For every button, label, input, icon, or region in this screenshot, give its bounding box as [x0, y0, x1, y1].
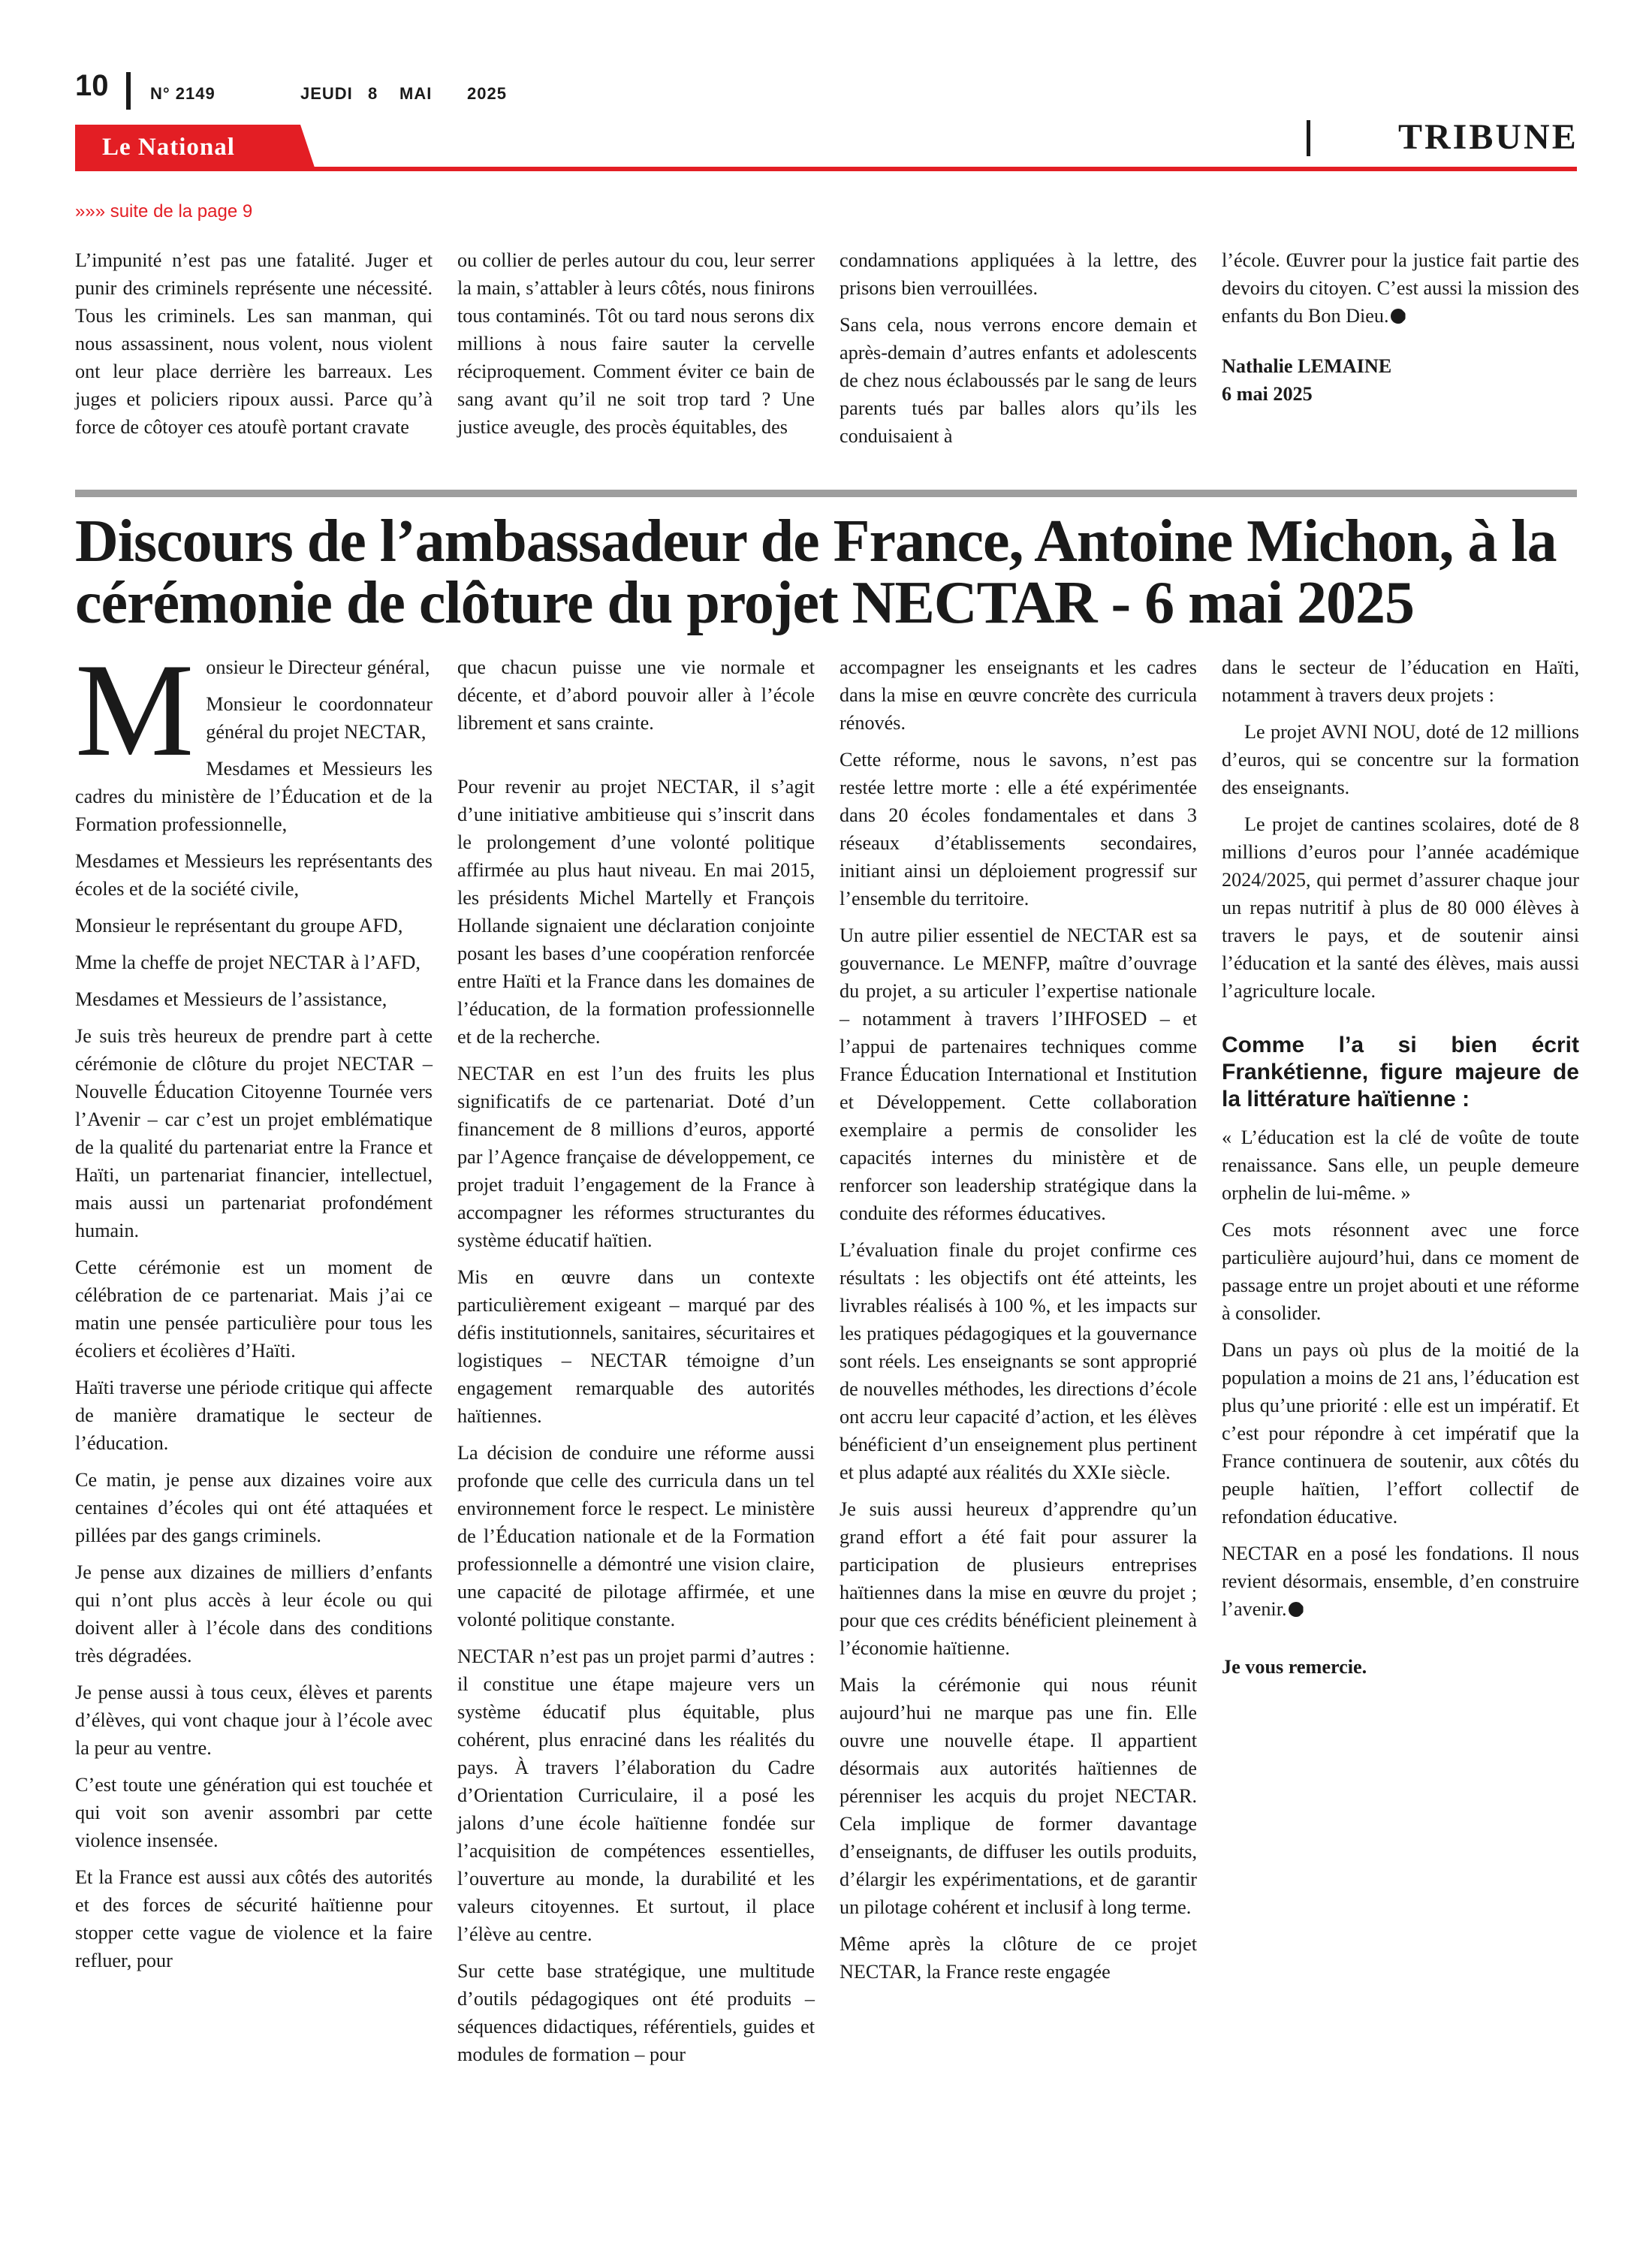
section-title: TRIBUNE	[1398, 117, 1578, 157]
end-of-article-icon	[1391, 309, 1406, 324]
page-number-divider	[126, 72, 131, 110]
issue-year: 2025	[467, 84, 507, 103]
header-rule	[75, 167, 1577, 171]
page-number: 10	[75, 69, 109, 102]
body-paragraph: Même après la clôture de ce projet NECTAR, la France reste engagée	[840, 1933, 1197, 1983]
body-paragraph: NECTAR n’est pas un projet parmi d’autres : il constitue une étape majeure vers un système éducatif plus équitable, plus cohérent, plus enraciné dans les réalités du pays. À travers l’élaboration du Cadre d’Orientation Curriculaire, il a posé les jalons d’une école haïtienne fondée sur l’acquisition de compétences essentielles, l’ouverture au monde, la durabilité et les valeurs citoyennes. Et surtout, il place l’élève au centre.	[457, 1645, 815, 1945]
continued-from-label: »»» suite de la page 9	[75, 201, 253, 222]
salutation: Monsieur le coordonnateur général du projet NECTAR,	[206, 693, 433, 743]
closing-line: Je vous remercie.	[1222, 1656, 1367, 1678]
body-paragraph: La décision de conduire une réforme aussi profonde que celle des curricula dans un tel environnement force le respect. Le ministère de l’Éducation nationale et de la Formation professionnelle a démontré une vision claire, une capacité de pilotage affirmée, et une volonté politique constante.	[457, 1442, 815, 1630]
body-paragraph: L’évaluation finale du projet confirme ces résultats : les objectifs ont été atteints, les livrables réalisés à 100 %, et les impacts sur les pratiques pédagogiques et la gouvernance sont réels. Les enseignants se sont approprié de nouvelles méthodes, les directions d’école ont accru leur capacité d’action, et les élèves bénéficient d’un enseignement plus pertinent et plus adapté aux réalités du XXIe siècle.	[840, 1239, 1197, 1483]
body-paragraph: Pour revenir au projet NECTAR, il s’agit d’une initiative ambitieuse qui s’inscrit dans le prolongement d’une volonté politique affirmée au plus haut niveau. En mai 2015, les présidents Michel Martelly et François Hollande signaient une déclaration conjointe posant les bases d’une coopération renforcée entre Haïti et la France dans les domaines de l’éducation, de la formation professionnelle et de la recherche.	[457, 776, 815, 1048]
article-column-1	[75, 635, 433, 1983]
body-paragraph: Mais la cérémonie qui nous réunit aujourd’hui ne marque pas une fin. Elle ouvre une nouvelle étape. Il appartient désormais aux autorités haïtiennes de pérenniser les acquis du projet NECTAR. Cela implique de former davantage d’enseignants, de diffuser les outils produits, d’élargir les expérimentations, et de garantir un pilotage cohérent et inclusif à long terme.	[840, 1674, 1197, 1918]
article-headline: Discours de l’ambassadeur de France, Antoine Michon, à la cérémonie de clôture du projet NECTAR - 6 mai 2025	[75, 508, 1557, 636]
body-paragraph: accompagner les enseignants et les cadres dans la mise en œuvre concrète des curricula rénovés.	[840, 656, 1197, 734]
body-paragraph: Ce matin, je pense aux dizaines voire aux centaines d’écoles qui ont été attaquées et pillées par des gangs criminels.	[75, 1469, 433, 1546]
section-divider	[1307, 120, 1310, 156]
tribune-paragraph: Sans cela, nous verrons encore demain et après-demain d’autres enfants et adolescents de chez nous éclaboussés par le sang de leurs parents tués par balles alors qu’ils les conduisaient à	[840, 314, 1197, 447]
tribune-column-2	[457, 246, 815, 450]
drop-cap: M	[75, 635, 194, 784]
body-paragraph: Mis en œuvre dans un contexte particulièrement exigeant – marqué par des défis institutionnels, sanitaires, sécuritaires et logistiques – NECTAR témoigne d’un engagement remarquable des autorités haïtiennes.	[457, 1266, 815, 1427]
body-paragraph: Cette réforme, nous le savons, n’est pas restée lettre morte : elle a été expérimentée dans 20 écoles fondamentales et dans 3 réseaux d’établissements secondaires, initiant ainsi un déploiement progressif sur l’ensemble du territoire.	[840, 749, 1197, 909]
article-separator	[75, 490, 1577, 497]
tribune-paragraph: L’impunité n’est pas une fatalité. Juger et punir des criminels représente une nécessité. Tous les criminels. Les san manman, qui nous assassinent, nous volent, nous violent ont leur place derrière les barreaux. Les juges et policiers ripoux aussi. Parce qu’à force de côtoyer ces atoufè portant cravate	[75, 249, 433, 438]
author-name: Nathalie LEMAINE	[1222, 355, 1392, 377]
tribune-column-3	[840, 246, 1197, 459]
body-paragraph: Je pense aussi à tous ceux, élèves et parents d’élèves, qui vont chaque jour à l’école avec la peur au ventre.	[75, 1681, 433, 1759]
body-paragraph: Et la France est aussi aux côtés des autorités et des forces de sécurité haïtienne pour stopper cette vague de violence et la faire refluer, pour	[75, 1866, 433, 1971]
article-column-2	[457, 653, 815, 2077]
brand-logo: Le National	[102, 134, 235, 161]
body-paragraph: Cette cérémonie est un moment de célébration de ce partenariat. Mais j’ai ce matin une pensée particulière pour tous les écoliers et écolières d’Haïti.	[75, 1256, 433, 1362]
salutation: Monsieur le représentant du groupe AFD,	[75, 915, 403, 936]
body-paragraph-text: NECTAR en a posé les fondations. Il nous revient désormais, ensemble, d’en construire l’avenir.	[1222, 1543, 1579, 1620]
body-paragraph: Haïti traverse une période critique qui affecte de manière dramatique le secteur de l’éducation.	[75, 1377, 433, 1454]
tribune-paragraph-text: l’école. Œuvrer pour la justice fait partie des devoirs du citoyen. C’est aussi la mission des enfants du Bon Dieu.	[1222, 249, 1579, 327]
salutation: Mme la cheffe de projet NECTAR à l’AFD,	[75, 952, 421, 973]
author-date: 6 mai 2025	[1222, 383, 1313, 405]
body-paragraph: Je suis très heureux de prendre part à cette cérémonie de clôture du projet NECTAR – Nouvelle Éducation Citoyenne Tournée vers l’Avenir – car c’est un projet emblématique de la qualité du partenariat entre la France et Haïti, un partenariat financier, intellectuel, mais aussi un partenariat profondément humain.	[75, 1025, 433, 1241]
body-paragraph: Ces mots résonnent avec une force particulière aujourd’hui, dans ce moment de passage entre un projet abouti et une réforme à consolider.	[1222, 1219, 1579, 1324]
body-paragraph: que chacun puisse une vie normale et décente, et d’abord pouvoir aller à l’école librement et sans crainte.	[457, 656, 815, 734]
article-column-3	[840, 653, 1197, 1995]
tribune-column-4	[1222, 246, 1579, 417]
issue-day: JEUDI	[300, 84, 353, 103]
issue-date-number: 8	[368, 84, 378, 103]
issue-month: MAI	[399, 84, 433, 103]
body-paragraph: Sur cette base stratégique, une multitude d’outils pédagogiques ont été produits – séquences didactiques, référentiels, guides et modules de formation – pour	[457, 1960, 815, 2065]
body-paragraph	[1222, 1540, 1579, 1623]
tribune-paragraph: condamnations appliquées à la lettre, des prisons bien verrouillées.	[840, 249, 1197, 299]
body-paragraph: Dans un pays où plus de la moitié de la population a moins de 21 ans, l’éducation est plus qu’une priorité : elle est un impératif. Et c’est pour répondre à cet impératif que la France continuera de soutenir, aux côtés du peuple haïtien, l’effort collectif de refondation éducative.	[1222, 1339, 1579, 1528]
body-paragraph: C’est toute une génération qui est touchée et qui voit son avenir assombri par cette violence insensée.	[75, 1774, 433, 1851]
brand-tab	[75, 125, 315, 170]
tribune-paragraph	[1222, 246, 1579, 330]
body-paragraph: Un autre pilier essentiel de NECTAR est sa gouvernance. Le MENFP, maître d’ouvrage du projet, a su articuler l’expertise nationale – notamment à travers l’IHFOSED – et l’appui de partenaires techniques comme France Éducation International et Institution et Développement. Cette collaboration exemplaire a permis de consolider les capacités internes du ministère et de renforcer son leadership stratégique dans la conduite des réformes éducatives.	[840, 924, 1197, 1224]
quote-paragraph: « L’éducation est la clé de voûte de toute renaissance. Sans elle, un peuple demeure orphelin de lui-même. »	[1222, 1126, 1579, 1204]
issue-number: N° 2149	[150, 84, 216, 103]
salutation-text: onsieur le Directeur général,	[206, 656, 430, 678]
salutation: Mesdames et Messieurs les représentants des écoles et de la société civile,	[75, 850, 433, 900]
end-of-article-icon	[1289, 1602, 1304, 1617]
body-paragraph: dans le secteur de l’éducation en Haïti, notamment à travers deux projets :	[1222, 656, 1579, 706]
salutation: Mesdames et Messieurs les cadres du ministère de l’Éducation et de la Formation professionnelle,	[75, 758, 433, 835]
article-column-4	[1222, 653, 1579, 1690]
body-paragraph: Le projet de cantines scolaires, doté de 8 millions d’euros pour l’année académique 2024/2025, qui permet d’assurer chaque jour un repas nutritif à plus de 80 000 élèves à travers le pays, et de soutenir ainsi l’éducation et la santé des élèves, mais aussi l’agriculture locale.	[1222, 813, 1579, 1002]
tribune-paragraph: ou collier de perles autour du cou, leur serrer la main, s’attabler à leurs côtés, nous finirons tous contaminés. Tôt ou tard nous serons dix millions à nous faire sauter la cervelle réciproquement. Comment éviter ce bain de sang avant qu’il ne soit trop tard ? Une justice aveugle, des procès équitables, des	[457, 249, 815, 438]
body-paragraph: Je suis aussi heureux d’apprendre qu’un grand effort a été fait pour assurer la participation de plusieurs entreprises haïtiennes dans la mise en œuvre du projet ; pour que ces crédits bénéficient pleinement à l’économie haïtienne.	[840, 1498, 1197, 1659]
tribune-column-1	[75, 246, 433, 450]
article-subheading: Comme l’a si bien écrit Frankétienne, figure majeure de la littérature haïtienne :	[1222, 1033, 1579, 1111]
body-paragraph: NECTAR en est l’un des fruits les plus significatifs de ce partenariat. Doté d’un financement de 8 millions d’euros, apporté par l’Agence française de développement, ce projet traduit l’engagement de la France à accompagner les réformes structurantes du système éducatif haïtien.	[457, 1063, 815, 1251]
body-paragraph: Je pense aux dizaines de milliers d’enfants qui n’ont plus accès à leur école ou qui doivent aller à l’école dans des conditions très dégradées.	[75, 1561, 433, 1666]
body-paragraph: Le projet AVNI NOU, doté de 12 millions d’euros, qui se concentre sur la formation des enseignants.	[1222, 721, 1579, 798]
salutation: Mesdames et Messieurs de l’assistance,	[75, 988, 387, 1010]
